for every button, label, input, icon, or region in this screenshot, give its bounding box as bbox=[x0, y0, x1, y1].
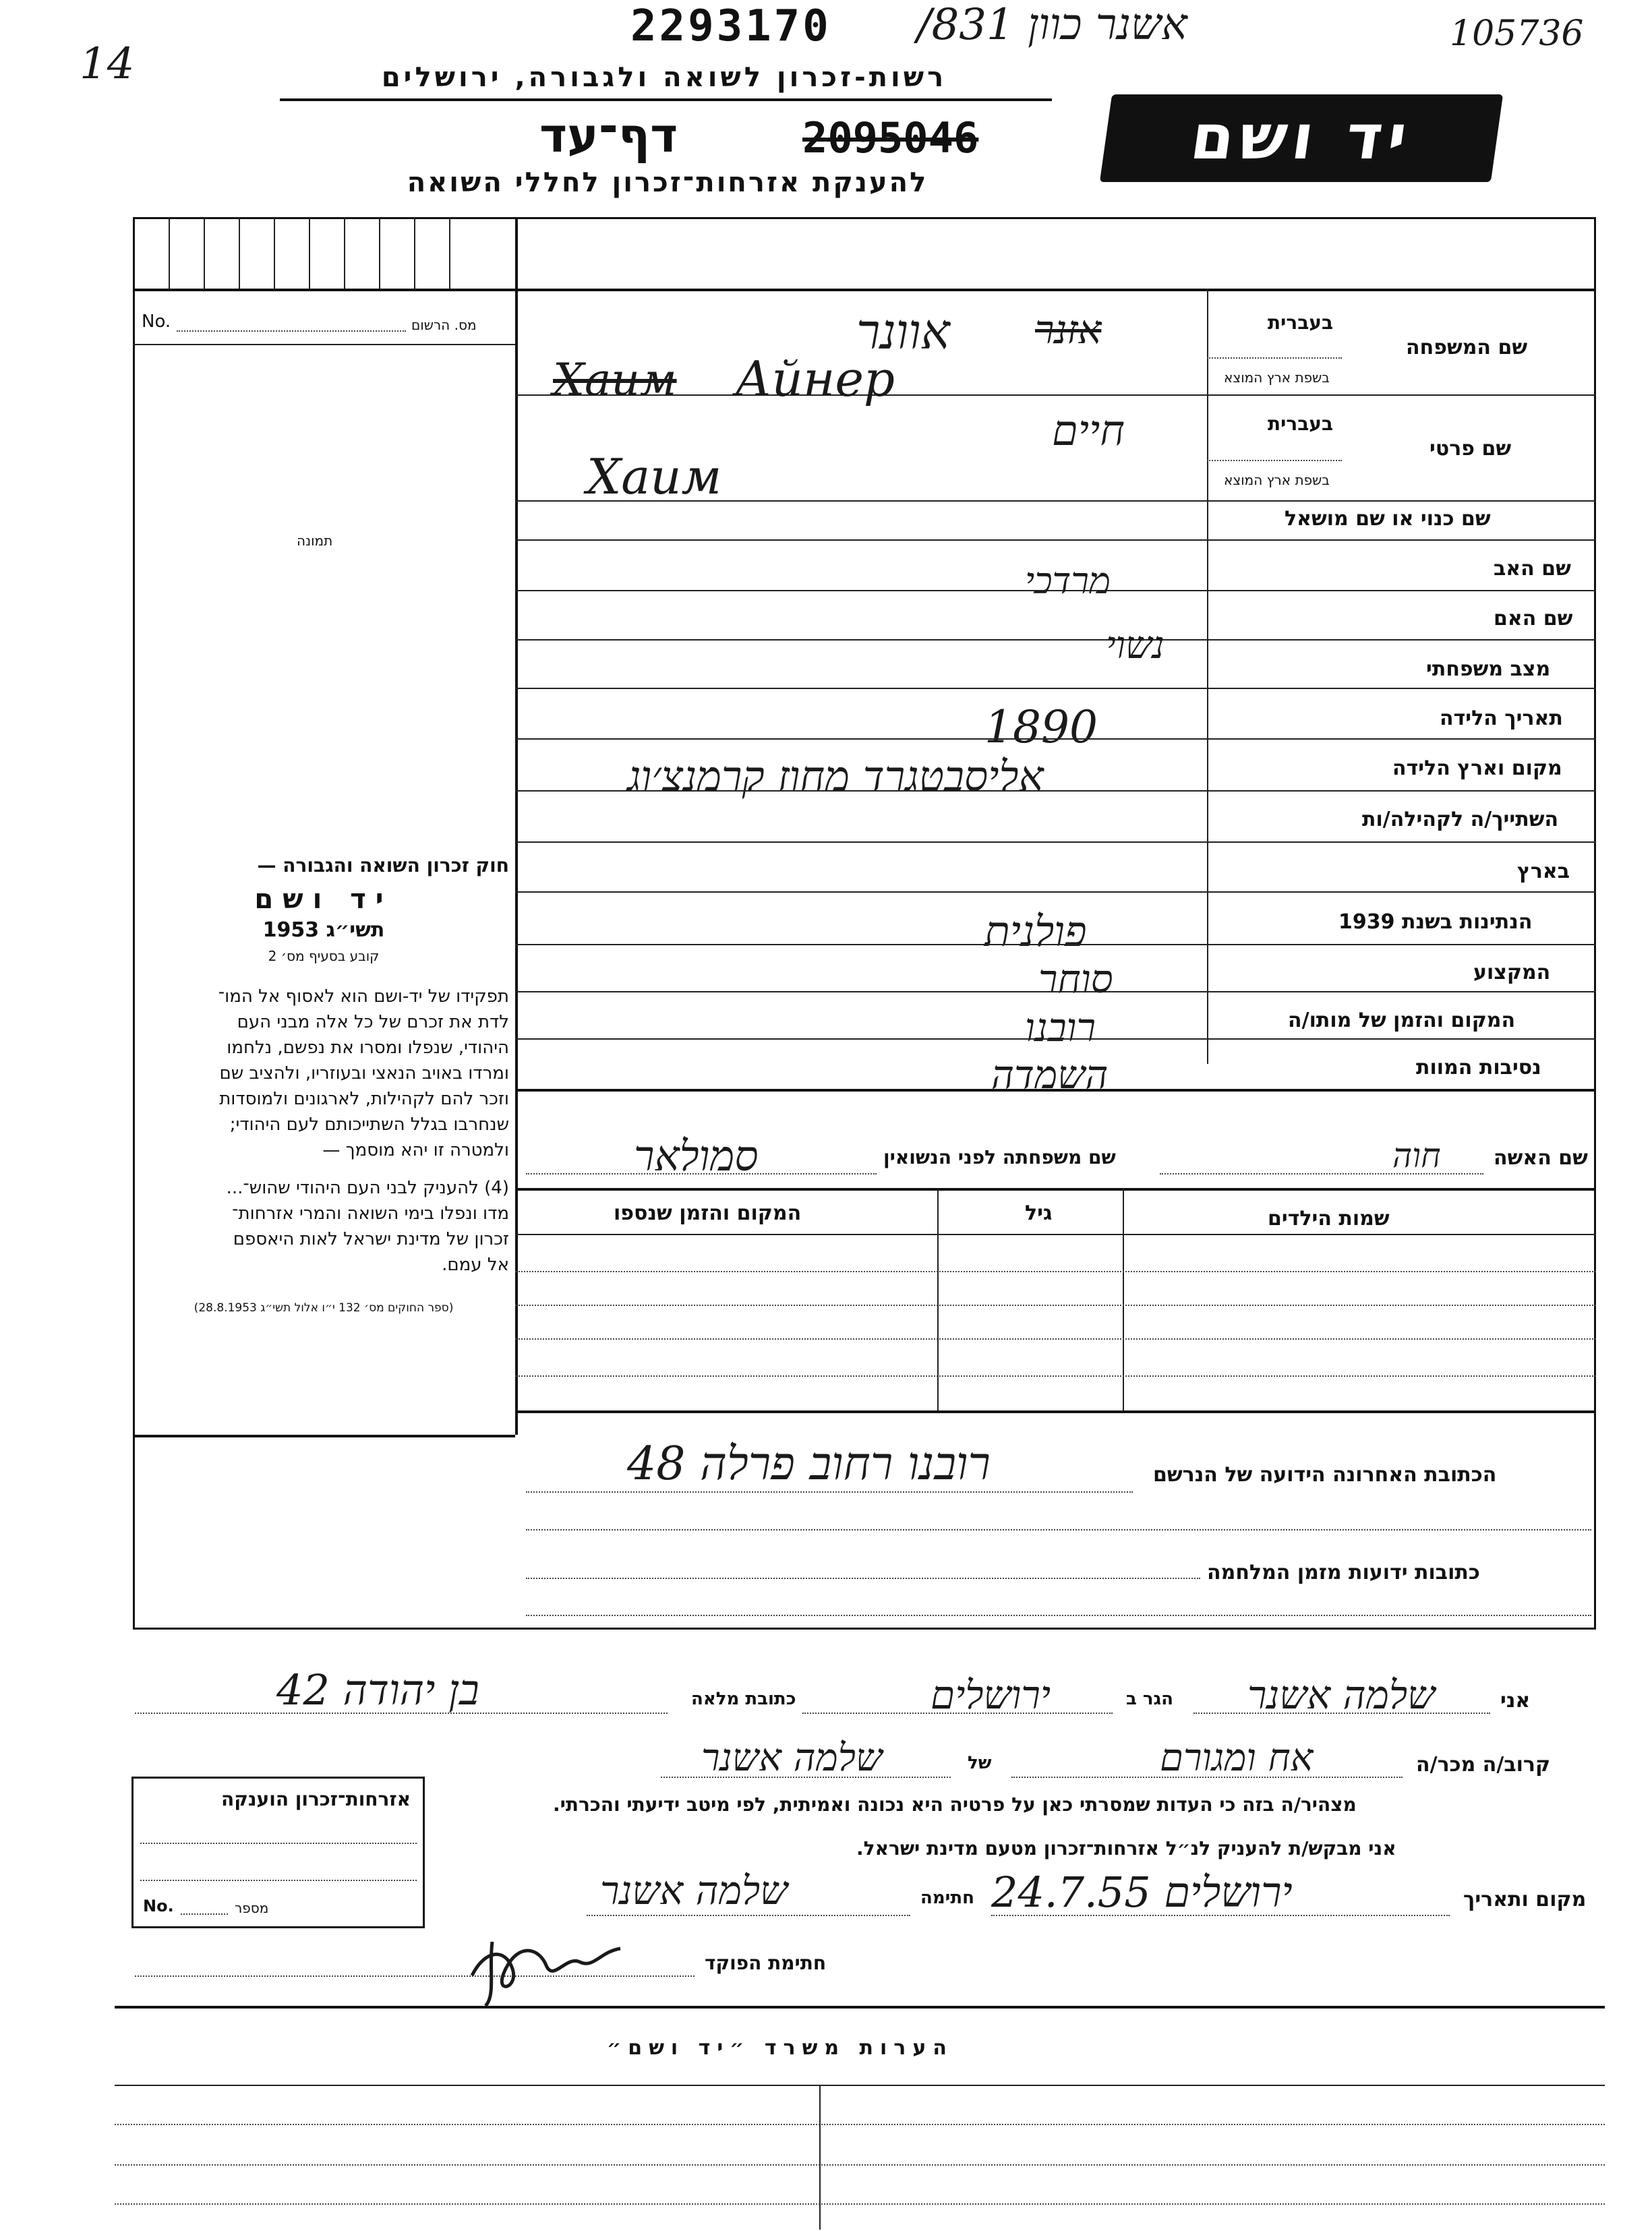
family-name-origin-struck: Хаим bbox=[553, 354, 677, 406]
father-label: שם האב bbox=[1494, 557, 1571, 581]
of-value: שלמה אשנר bbox=[701, 1736, 883, 1780]
registry-label: מס. הרשום bbox=[411, 317, 477, 333]
handwritten-corner-number: 105736 bbox=[1450, 13, 1584, 54]
family-hebrew-sub: בעברית bbox=[1268, 311, 1334, 334]
law-text-block bbox=[138, 853, 509, 1321]
of-label: של bbox=[968, 1753, 992, 1773]
law-name: יד ושם bbox=[254, 884, 393, 915]
law-paragraph-line: זכרון של מדינת ישראל לאות היאספם bbox=[233, 1229, 509, 1249]
father-value: מרדכי bbox=[1025, 560, 1111, 602]
left-column-divider bbox=[515, 289, 518, 1435]
law-paragraph-line: מדו ונפלו בימי השואה והמרי אזרחות־ bbox=[232, 1203, 509, 1224]
relative-value: אח ומגורם bbox=[1160, 1736, 1314, 1780]
citizenship-box-number-label: No. bbox=[143, 1897, 174, 1915]
country-label: בארץ bbox=[1517, 860, 1570, 883]
declarant-name: שלמה אשנר bbox=[1247, 1672, 1436, 1718]
first-hebrew-sub: בעברית bbox=[1268, 413, 1334, 435]
citizenship-granted-box bbox=[131, 1777, 425, 1928]
form-subtitle: להענקת אזרחות־זכרון לחללי השואה bbox=[407, 167, 928, 198]
citizenship-label: הנתינות בשנת 1939 bbox=[1338, 910, 1533, 934]
law-paragraph-line: ולמטרה זו יהא מוסמך — bbox=[322, 1140, 509, 1160]
family-name-hebrew: אוונר bbox=[856, 303, 950, 360]
authority-line: רשות-זכרון לשואה ולגבורה, ירושלים bbox=[381, 62, 947, 93]
resident-label: הגר ב bbox=[1126, 1689, 1174, 1709]
wife-label: שם האשה bbox=[1494, 1146, 1588, 1170]
maiden-name-label: שם משפחתה לפני הנשואין bbox=[883, 1146, 1116, 1168]
officer-signature-scribble bbox=[465, 1928, 634, 2009]
family-name-label: שם המשפחה bbox=[1406, 336, 1528, 359]
law-reference: (ספר החוקים מס׳ 132 י״ו אלול תשי״ג 28.8.1953) bbox=[194, 1301, 454, 1315]
law-clause: קובע בסעיף מס׳ 2 bbox=[268, 948, 380, 964]
first-origin-sub: בשפת ארץ המוצא bbox=[1224, 472, 1330, 488]
first-name-origin: Хаим bbox=[587, 448, 722, 505]
birth-place-value: אליסבטגרד מחוז קרמנצ׳וג bbox=[627, 752, 1044, 801]
resident-city: ירושלים bbox=[931, 1672, 1051, 1718]
law-paragraph-line: (4) להעניק לבני העם היהודי שהוש־... bbox=[226, 1178, 509, 1198]
law-paragraph-line: לדת את זכרם של כל אלה מבני העם bbox=[237, 1012, 509, 1032]
law-paragraph-line: וזכר להם לקהילות, לארגונים ולמוסדות bbox=[219, 1089, 509, 1109]
top-cells-bottom bbox=[133, 289, 1596, 291]
family-name-hebrew-struck: אזנר bbox=[1035, 307, 1102, 353]
law-paragraph-line: ומרדו באויב הנאצי ובעוזריו, ולהציב שם bbox=[219, 1063, 509, 1083]
full-address-value: בן יהודה 42 bbox=[276, 1665, 479, 1715]
request-text: אני מבקש/ת להעניק לנ״ל אזרחות־זכרון מטעם מדינת ישראל. bbox=[856, 1837, 1396, 1860]
declarant-i-label: אני bbox=[1500, 1689, 1531, 1713]
law-paragraph-line: תפקידו של יד-ושם הוא לאסוף אל המו־ bbox=[218, 986, 509, 1007]
family-origin-sub: בשפת ארץ המוצא bbox=[1224, 369, 1330, 386]
officer-signature-label: חתימת הפוקד bbox=[705, 1952, 827, 1974]
page-title: דף־עד bbox=[539, 108, 678, 163]
marital-value: נשוי bbox=[1106, 624, 1164, 667]
citizenship-box-title: אזרחות־זכרון הוענקה bbox=[221, 1788, 411, 1810]
death-place-label: המקום והזמן של מותו/ה bbox=[1288, 1009, 1516, 1032]
declarant-signature: שלמה אשנר bbox=[600, 1868, 788, 1913]
law-paragraph-line: היהודי, שנפלו ומסרו את נפשם, נלחמו bbox=[227, 1038, 509, 1058]
place-date-value: ירושלים 24.7.55 bbox=[991, 1868, 1293, 1917]
yad-vashem-logo bbox=[1100, 94, 1503, 182]
profession-label: המקצוע bbox=[1473, 961, 1551, 984]
birth-date-value: 1890 bbox=[984, 701, 1098, 753]
law-year: תשי״ג 1953 bbox=[262, 918, 385, 942]
citizenship-box-number-heb: מספר bbox=[235, 1900, 269, 1916]
serial-number: 2293170 bbox=[630, 1, 831, 51]
family-name-origin: Айнер bbox=[735, 351, 895, 407]
birth-place-label: מקום וארץ הלידה bbox=[1392, 756, 1562, 780]
declaration-text: מצהיר/ה בזה כי העדות שמסרתי כאן על פרטיה היא נכונה ואמיתית, לפי מיטב ידיעתי והכרתי. bbox=[553, 1793, 1357, 1816]
last-address-label: הכתובת האחרונה הידועה של הנרשם bbox=[1153, 1463, 1497, 1487]
maiden-name-value: סמולאר bbox=[634, 1131, 759, 1181]
war-address-label: כתובות ידועות מזמן המלחמה bbox=[1207, 1561, 1480, 1584]
remarks-top-line bbox=[115, 2006, 1605, 2009]
mother-label: שם האם bbox=[1494, 607, 1573, 630]
law-paragraph-line: שנחרבו בגלל השתייכותם לעם היהודי; bbox=[229, 1114, 509, 1135]
place-date-label: מקום ותאריך bbox=[1463, 1888, 1587, 1911]
community-label: השתייך/ה לקהילה/ות bbox=[1362, 808, 1559, 831]
photo-label: תמונה bbox=[297, 533, 333, 549]
birth-date-label: תאריך הלידה bbox=[1440, 707, 1563, 730]
wife-value: חוה bbox=[1392, 1136, 1441, 1175]
death-circumstances-value: השמדה bbox=[991, 1052, 1109, 1098]
death-circumstances-label: נסיבות המוות bbox=[1416, 1056, 1541, 1079]
marital-label: מצב משפחתי bbox=[1426, 657, 1551, 681]
citizenship-value: פולנית bbox=[984, 907, 1087, 956]
handwritten-top-note: אשנר כוון 831/ bbox=[917, 0, 1187, 50]
signature-label: חתימה bbox=[920, 1888, 974, 1908]
nickname-label: שם כנוי או שם מושאל bbox=[1285, 507, 1491, 531]
authority-underline bbox=[280, 98, 1052, 101]
law-paragraph-line: אל עמם. bbox=[442, 1255, 509, 1275]
profession-value: סוחר bbox=[1038, 956, 1113, 1002]
law-heading: חוק זכרון השואה והגבורה — bbox=[257, 854, 509, 876]
label-column-divider bbox=[1207, 289, 1208, 1064]
first-name-hebrew: חיים bbox=[1052, 406, 1125, 455]
first-name-label: שם פרטי bbox=[1429, 437, 1512, 460]
logo-text: יד ושם bbox=[1186, 101, 1417, 173]
handwritten-margin-number: 14 bbox=[80, 39, 135, 89]
children-place-header: המקום והזמן שנספו bbox=[614, 1201, 802, 1225]
remarks-title: הערות משרד ״יד ושם״ bbox=[607, 2036, 953, 2060]
death-place-value: רובנו bbox=[1025, 1005, 1096, 1050]
relative-label: קרוב/ה מכר/ה bbox=[1416, 1753, 1551, 1777]
children-age-header: גיל bbox=[1025, 1201, 1053, 1225]
last-address-value: רובנו רחוב פרלה 48 bbox=[627, 1437, 991, 1491]
old-serial-number: 2095046 bbox=[802, 113, 979, 162]
full-address-label: כתובת מלאה bbox=[691, 1689, 796, 1709]
registry-number-label: No. bbox=[142, 311, 171, 332]
children-names-header: שמות הילדים bbox=[1268, 1207, 1390, 1230]
